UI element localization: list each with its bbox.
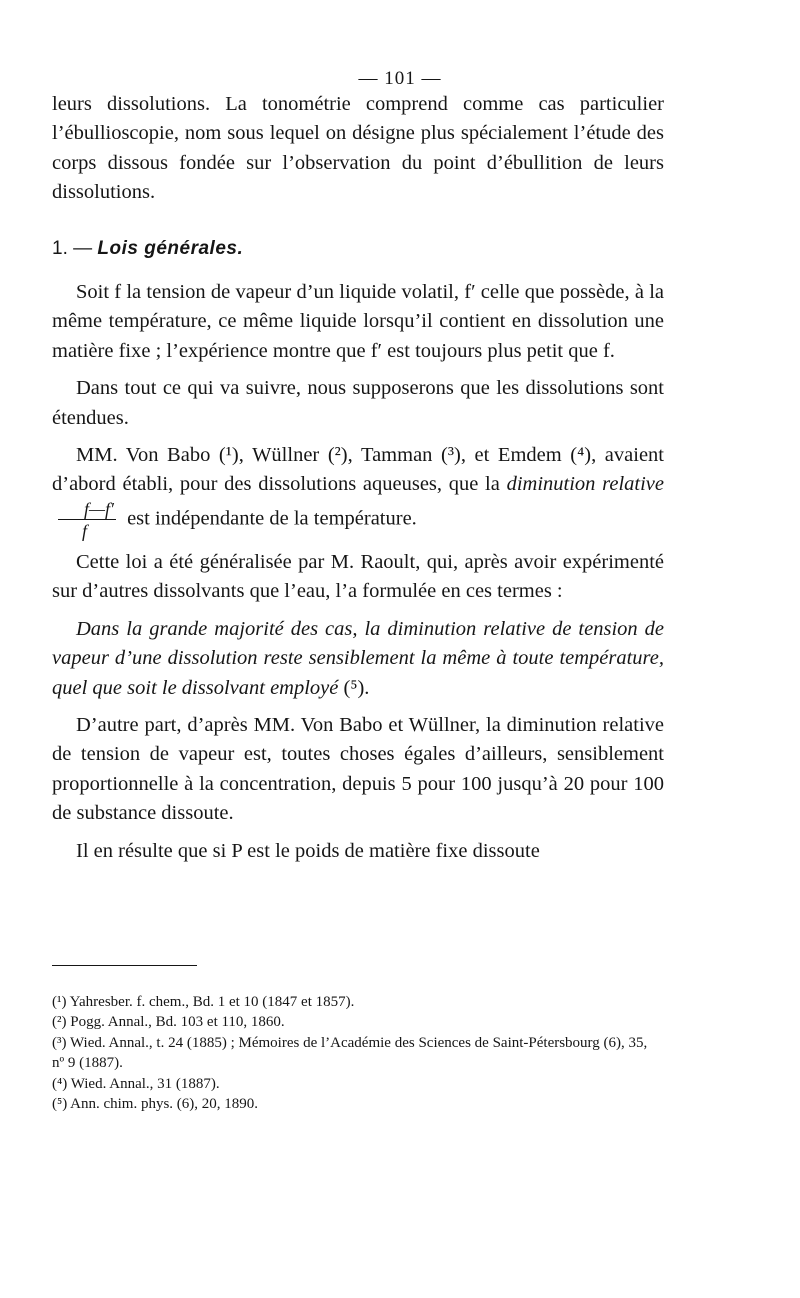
relative-decrease-term: diminution relative — [506, 473, 665, 496]
footnote-item: (⁴) Wied. Annal., 31 (1887). — [52, 1075, 220, 1092]
raoult-law-note-ref: (⁵). — [338, 676, 370, 699]
paragraph-relative-decrease-intro: MM. Von Babo (¹), Wüllner (²), Tamman (³), et Emdem (⁴), avaient d’abord établi, pour des dissolutions aqueuses, que la — [52, 444, 664, 496]
footnote-rule — [52, 965, 197, 966]
relative-decrease-fraction — [58, 500, 116, 540]
section-title: Lois générales. — [97, 237, 244, 259]
intro-paragraph: leurs dissolutions. La tonométrie comprend comme cas particulier l’ébullioscopie, nom sous lequel on désigne plus spécialement l’étude des corps dissous fondée sur l’observation du point d’ébullition de leurs dissolutions. — [52, 93, 664, 204]
paragraph-relative-decrease — [52, 441, 664, 540]
footnote-item: (²) Pogg. Annal., Bd. 103 et 110, 1860. — [52, 1014, 285, 1031]
paragraph-consequence: Il en résulte que si P est le poids de matière fixe dissoute — [76, 839, 540, 862]
page-number: — 101 — — [358, 68, 442, 89]
paragraph-raoult: Cette loi a été généralisée par M. Raoult, qui, après avoir expérimenté sur d’autres dissolvants que l’eau, l’a formulée en ces termes : — [52, 550, 664, 603]
body-text — [52, 90, 664, 866]
paragraph-dilute-solutions: Dans tout ce qui va suivre, nous supposerons que les dissolutions sont étendues. — [52, 377, 664, 429]
paragraph-vapor-tension: Soit f la tension de vapeur d’un liquide volatil, f′ celle que possède, à la même température, ce même liquide lorsqu’il contient en dissolution une matière fixe ; l’expérience montre que f′ est toujours plus petit que f. — [52, 281, 664, 362]
footnote-item: (⁵) Ann. chim. phys. (6), 20, 1890. — [52, 1096, 259, 1113]
footnote-item: (³) Wied. Annal., t. 24 (1885) ; Mémoires de l’Académie des Sciences de Saint-Pétersbourg (6), 35, nº 9 (1887). — [52, 1034, 648, 1072]
paragraph-relative-decrease-end: est indépendante de la température. — [127, 507, 417, 530]
fraction-numerator: f—f′ — [58, 500, 116, 520]
paragraph-raoult-law — [52, 615, 664, 703]
paragraph-proportionality: D’autre part, d’après MM. Von Babo et Wüllner, la diminution relative de tension de vapeur est, toutes choses égales d’ailleurs, sensiblement proportionnelle à la concentration, depuis 5 pour 100 jusqu’à 20 pour 100 de substance dissoute. — [52, 713, 664, 825]
footnote-item: (¹) Yahresber. f. chem., Bd. 1 et 10 (1847 et 1857). — [52, 994, 355, 1010]
section-heading — [52, 234, 664, 263]
footnotes — [52, 992, 662, 1114]
raoult-law-statement: Dans la grande majorité des cas, la diminution relative de tension de vapeur d’une dissolution reste sensiblement la même à toute température, quel que soit le dissolvant employé — [52, 617, 664, 699]
section-number: 1. — — [52, 237, 93, 259]
fraction-denominator: f — [82, 520, 88, 541]
